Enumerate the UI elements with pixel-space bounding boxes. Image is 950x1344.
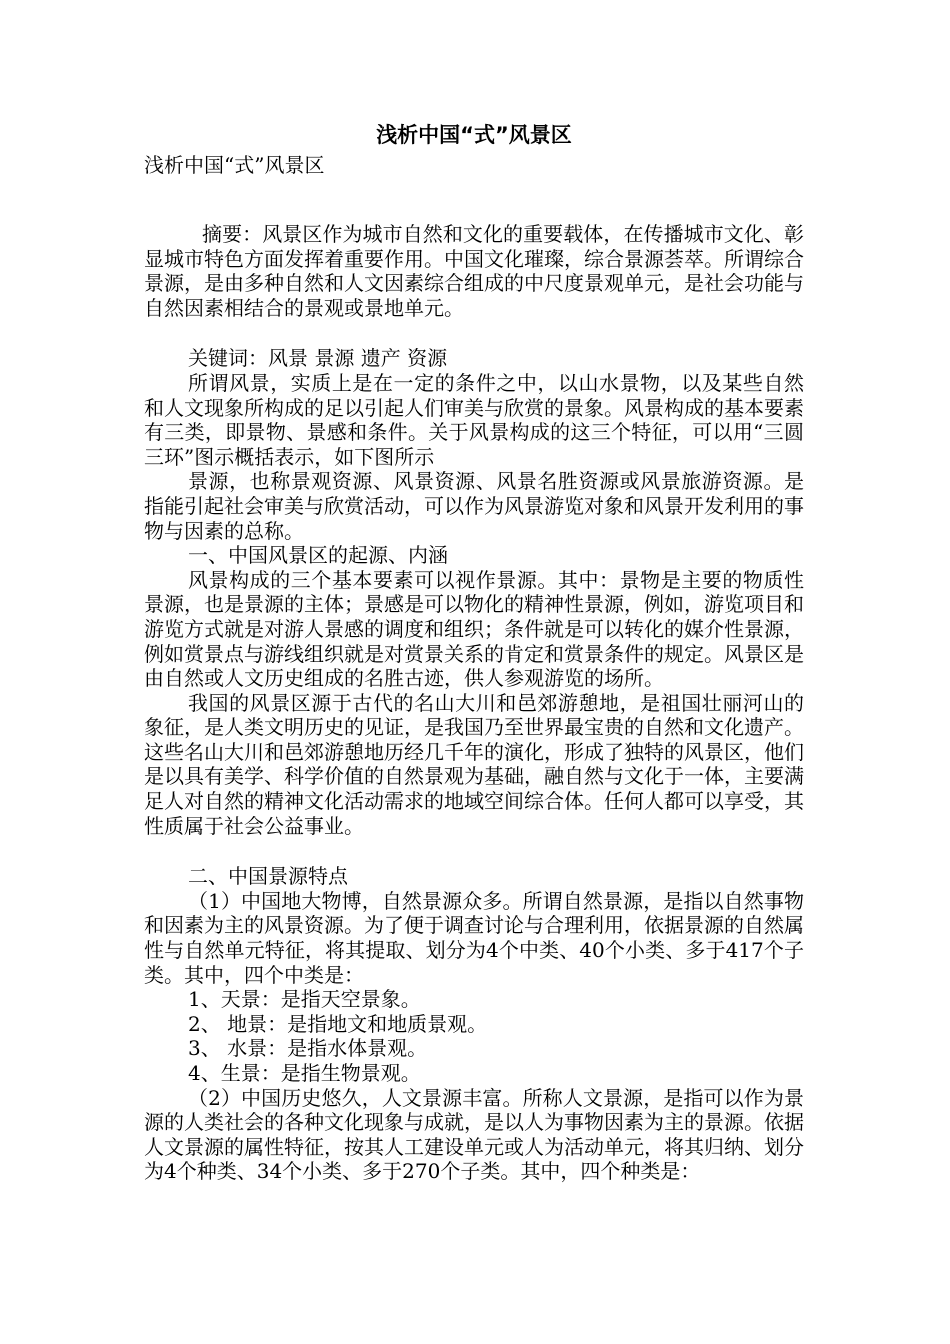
body-paragraph: 风景构成的三个基本要素可以视作景源。其中：景物是主要的物质性景源，也是景源的主体；景感是可以物化的精神性景源，例如，游览项目和游览方式就是对游人景感的调度和组织；条件就是可以转化的媒介性景源，例如赏景点与游线组织就是对赏景关系的肯定和赏景条件的规定。风景区是由自然或人文历史组成的名胜古迹，供人参观游览的场所。: [144, 567, 804, 691]
list-item: 4、生景：是指生物景观。: [188, 1061, 421, 1085]
body-paragraph: （1）中国地大物博，自然景源众多。所谓自然景源，是指以自然事物和因素为主的风景资源。为了便于调查讨论与合理利用，依据景源的自然属性与自然单元特征，将其提取、划分为4个中类、40个小类、多于417个子类。其中，四个中类是：: [144, 888, 804, 987]
keywords-line: 关键词：风景 景源 遗产 资源: [188, 346, 448, 371]
body-paragraph: 所谓风景，实质上是在一定的条件之中，以山水景物，以及某些自然和人文现象所构成的足以引起人们审美与欣赏的景象。风景构成的基本要素有三类，即景物、景感和条件。关于风景构成的这三个特征，可以用“三圆三环”图示概括表示，如下图所示: [144, 370, 804, 469]
body-paragraph: 我国的风景区源于古代的名山大川和邑郊游憩地，是祖国壮丽河山的象征，是人类文明历史的见证，是我国乃至世界最宝贵的自然和文化遗产。这些名山大川和邑郊游憩地历经几千年的演化，形成了独特的风景区，他们是以具有美学、科学价值的自然景观为基础，融自然与文化于一体，主要满足人对自然的精神文化活动需求的地域空间综合体。任何人都可以享受，其性质属于社会公益事业。: [144, 690, 804, 838]
list-item: 2、 地景：是指地文和地质景观。: [188, 1011, 488, 1036]
document-page: [144, 118, 804, 1184]
abstract-paragraph: 摘要：风景区作为城市自然和文化的重要载体，在传播城市文化、彰显城市特色方面发挥着重要作用。中国文化璀璨，综合景源荟萃。所谓综合景源，是由多种自然和人文因素综合组成的中尺度景观单元，是社会功能与自然因素相结合的景观或景地单元。: [144, 222, 804, 320]
body-paragraph: 景源，也称景观资源、风景资源、风景名胜资源或风景旅游资源。是指能引起社会审美与欣赏活动，可以作为风景游览对象和风景开发利用的事物与因素的总称。: [144, 469, 804, 543]
body-paragraph: （2）中国历史悠久，人文景源丰富。所称人文景源，是指可以作为景源的人类社会的各种文化现象与成就，是以人为事物因素为主的景源。依据人文景源的属性特征，按其人工建设单元或人为活动单元，将其归纳、划分为4个种类、34个小类、多于270个子类。其中，四个种类是：: [144, 1085, 804, 1184]
section-heading: 二、中国景源特点: [188, 864, 348, 889]
document-subtitle: 浅析中国“式”风景区: [144, 153, 325, 177]
list-item: 3、 水景：是指水体景观。: [188, 1036, 428, 1061]
list-item: 1、天景：是指天空景象。: [188, 987, 421, 1012]
document-title: 浅析中国“式”风景区: [376, 123, 572, 147]
section-heading: 一、中国风景区的起源、内涵: [188, 543, 448, 568]
